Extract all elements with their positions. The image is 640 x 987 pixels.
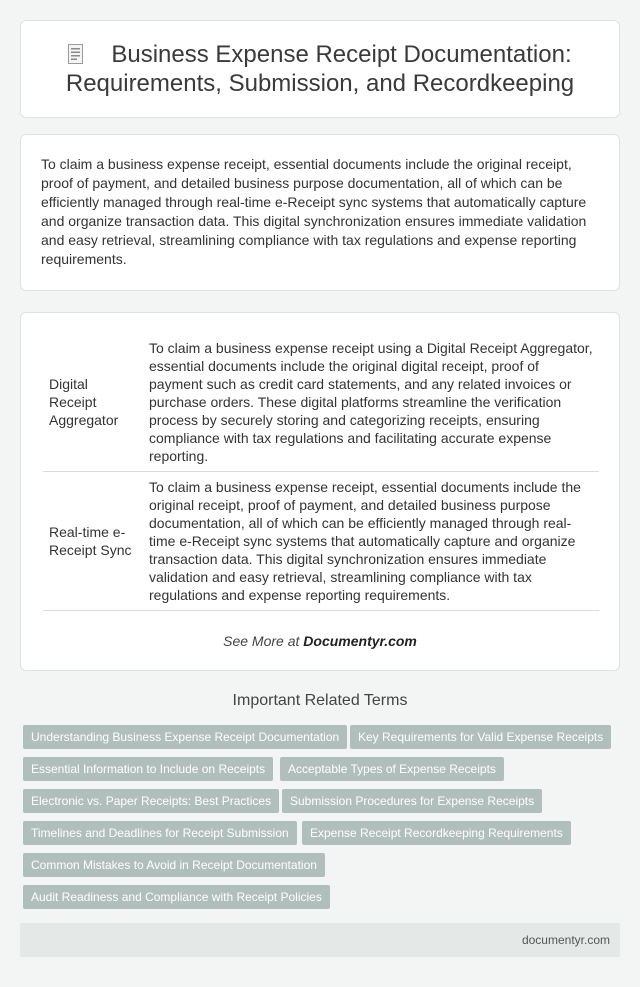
- page-title: [45, 40, 595, 98]
- term-cell: Digital Receipt Aggregator: [43, 333, 143, 472]
- term-cell: Real-time e-Receipt Sync: [43, 472, 143, 611]
- see-more-link[interactable]: [21, 633, 619, 649]
- related-tag[interactable]: Acceptable Types of Expense Receipts: [280, 757, 504, 781]
- description-cell: To claim a business expense receipt, essential documents include the original receipt, proof of payment, and detailed business purpose documentation, all of which can be efficiently managed through real-time e-Receipt sync systems that automatically capture and organize transaction data. This digital synchronization ensures immediate validation and easy retrieval, streamlining compliance with tax regulations and expense reporting requirements.: [143, 472, 599, 611]
- description-cell: To claim a business expense receipt using a Digital Receipt Aggregator, essential documents include the original digital receipt, proof of payment such as credit card statements, and any related invoices or purchase orders. These digital platforms streamline the verification process by securely storing and categorizing receipts, ensuring compliance with tax regulations and facilitating accurate expense reporting.: [143, 333, 599, 472]
- see-more-site[interactable]: Documentyr.com: [303, 633, 417, 649]
- title-card: [20, 20, 620, 118]
- table-row: [43, 472, 599, 611]
- see-more-prefix: See More at: [223, 633, 304, 649]
- related-tag[interactable]: Audit Readiness and Compliance with Receipt Policies: [23, 885, 330, 909]
- intro-text: To claim a business expense receipt, essential documents include the original receipt, proof of payment, and detailed business purpose documentation, all of which can be efficiently managed through real-time e-Receipt sync systems that automatically capture and organize transaction data. This digital synchronization ensures immediate validation and easy retrieval, streamlining compliance with tax regulations and expense reporting requirements.: [41, 156, 587, 267]
- footer: [20, 923, 620, 957]
- related-tag[interactable]: Understanding Business Expense Receipt Documentation: [23, 725, 347, 749]
- terms-table-card: [20, 312, 620, 671]
- page-title-text: Business Expense Receipt Documentation: Requirements, Submission, and Recordkeeping: [65, 41, 575, 97]
- table-row: [43, 333, 599, 472]
- related-tag[interactable]: Electronic vs. Paper Receipts: Best Practices: [23, 789, 279, 813]
- related-tag[interactable]: Timelines and Deadlines for Receipt Submission: [23, 821, 297, 845]
- related-tag[interactable]: Submission Procedures for Expense Receipts: [282, 789, 542, 813]
- terms-table: [43, 333, 599, 611]
- footer-site[interactable]: documentyr.com: [521, 933, 610, 947]
- related-tag[interactable]: Expense Receipt Recordkeeping Requirements: [302, 821, 571, 845]
- related-terms-heading: Important Related Terms: [232, 692, 408, 709]
- document-icon: [68, 42, 83, 62]
- related-tag[interactable]: Key Requirements for Valid Expense Receipts: [350, 725, 611, 749]
- intro-card: [20, 134, 620, 291]
- related-tag[interactable]: Common Mistakes to Avoid in Receipt Documentation: [23, 853, 325, 877]
- related-tag[interactable]: Essential Information to Include on Receipts: [23, 757, 273, 781]
